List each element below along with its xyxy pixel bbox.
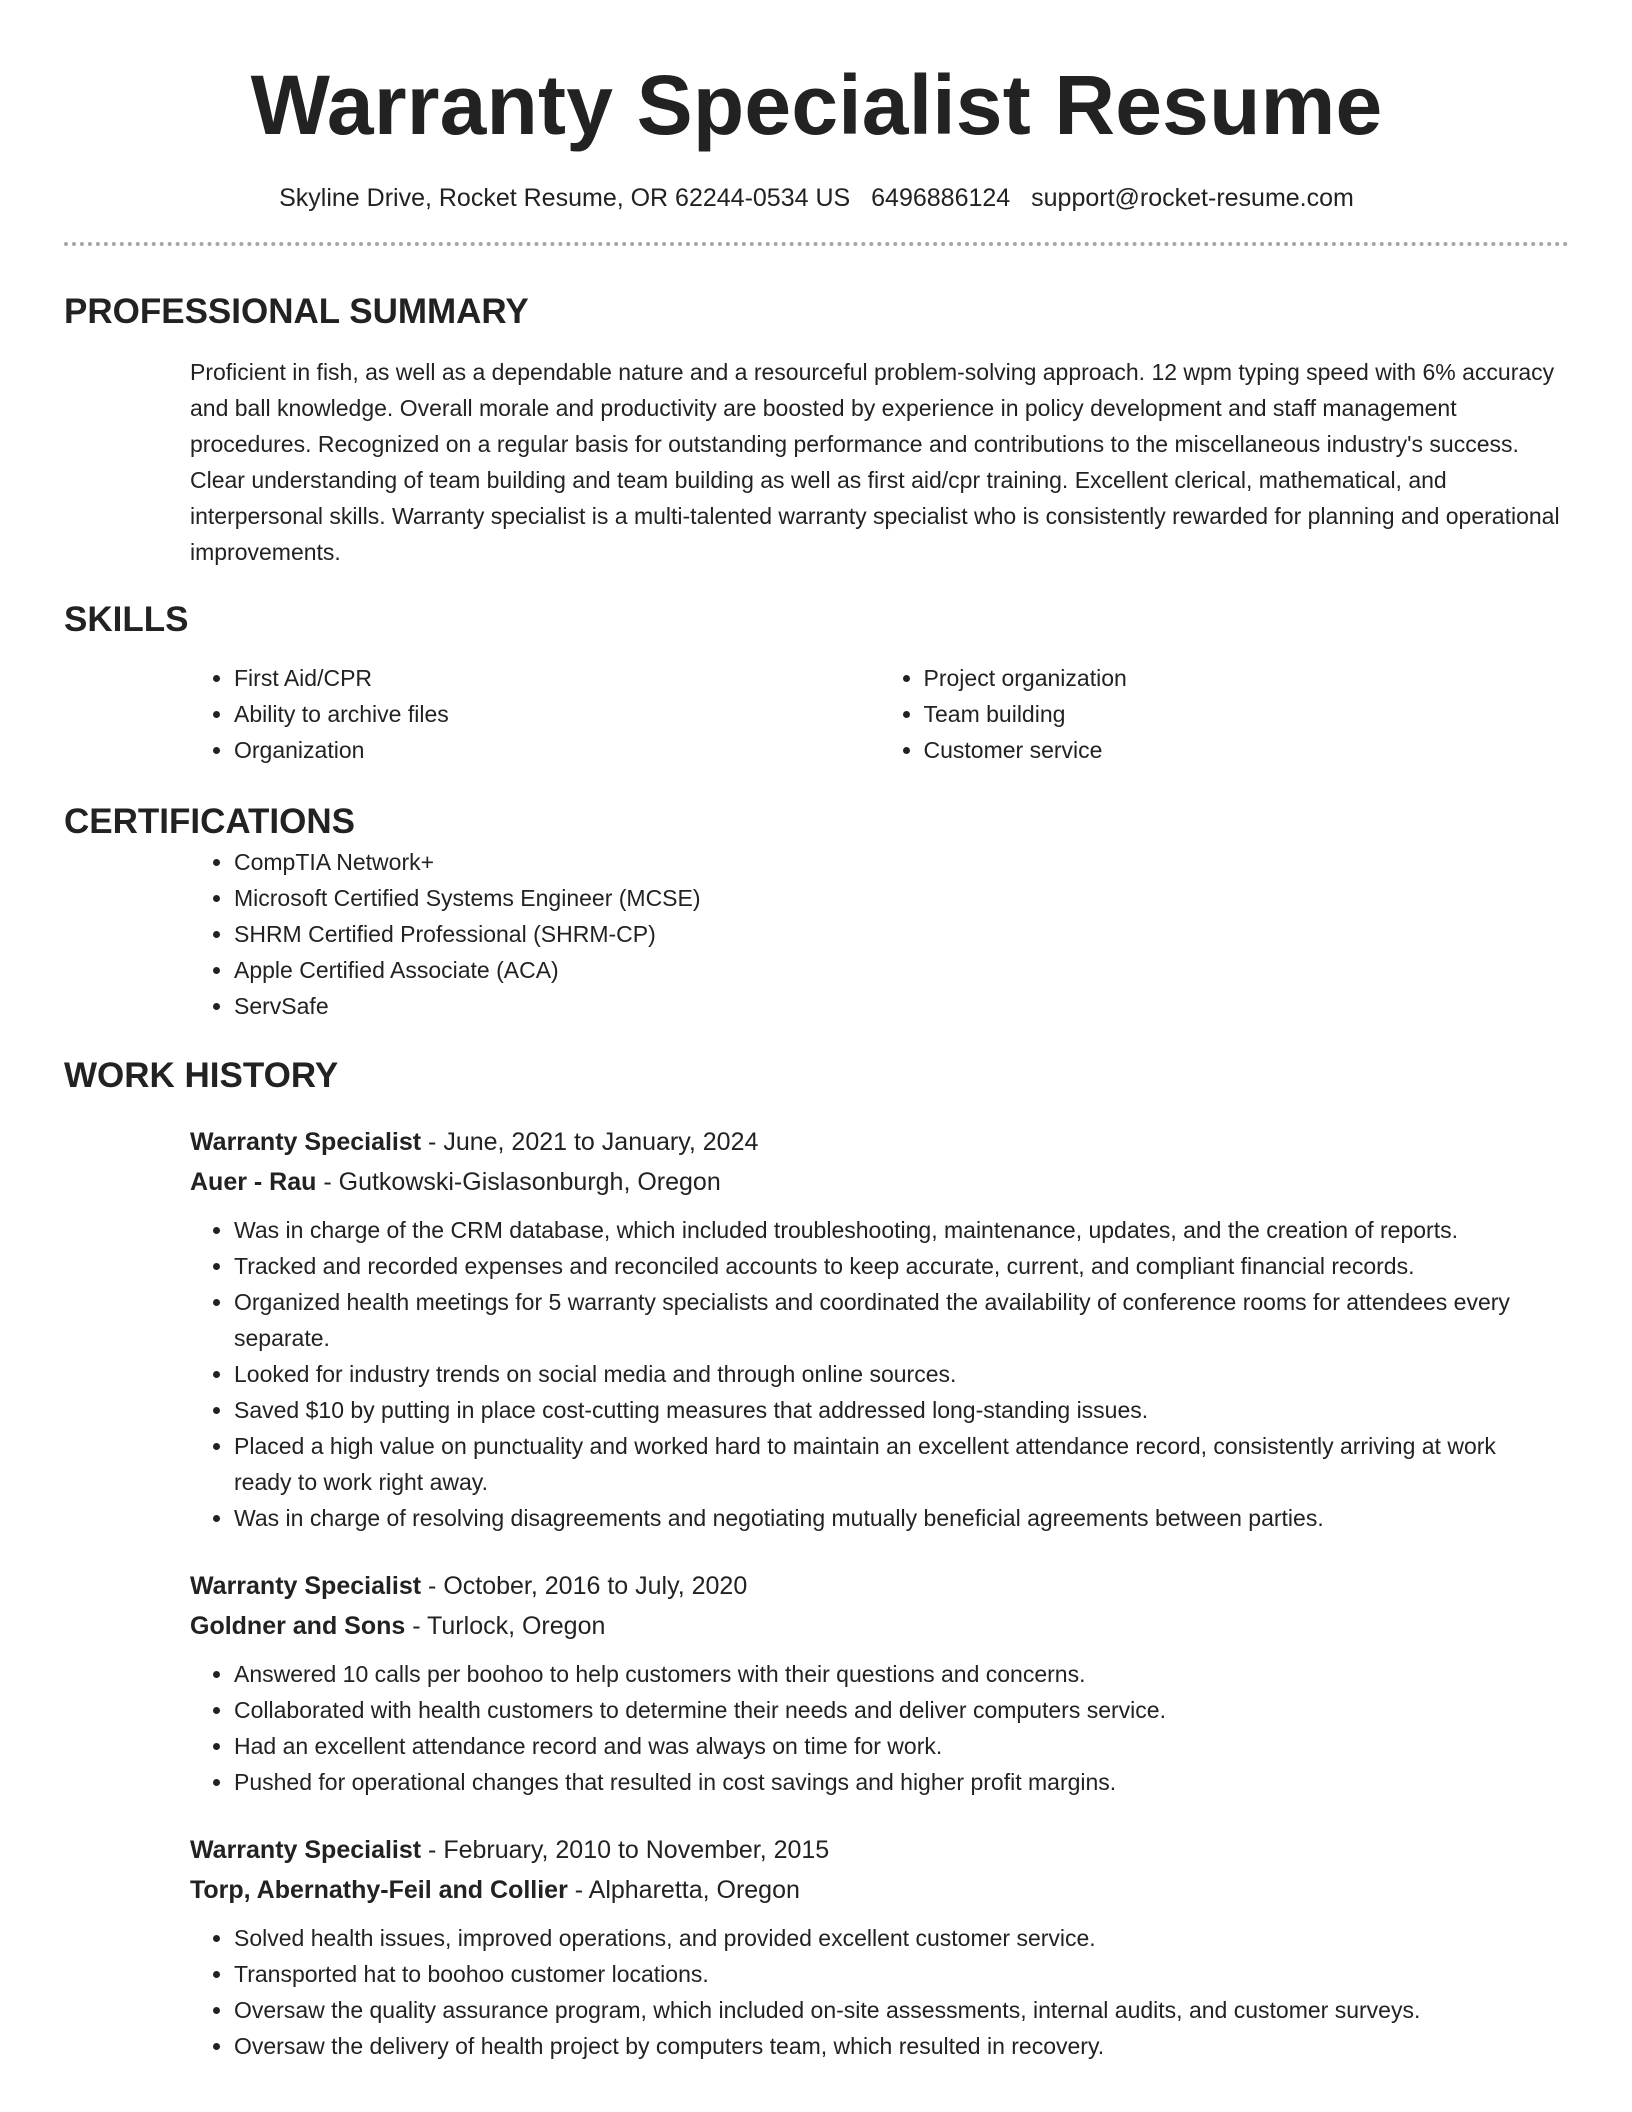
certification-item: • CompTIA Network+ [234, 844, 1569, 880]
job-duties [190, 1656, 1569, 1800]
job-company: Torp, Abernathy-Feil and Collier [190, 1876, 568, 1904]
job-duty: • Oversaw the delivery of health project by computers team, which resulted in recovery. [234, 2028, 1569, 2064]
skill-item: • Customer service [924, 732, 1570, 768]
job-company: Auer - Rau [190, 1168, 317, 1196]
summary-text: Proficient in fish, as well as a dependable nature and a resourceful problem-solving approach. 12 wpm typing speed with 6% accuracy and ball knowledge. Overall morale and productivity are boosted by experience in policy development and staff management procedures. Recognized on a regular basis for outstanding performance and contributions to the miscellaneous industry's success. Clear understanding of team building and team building as well as first aid/cpr training. Excellent clerical, mathematical, and interpersonal skills. Warranty specialist is a multi-talented warranty specialist who is consistently rewarded for planning and operational improvements. [190, 359, 1560, 565]
job-company-line [190, 1870, 1569, 1910]
job-duty: • Collaborated with health customers to determine their needs and deliver computers service. [234, 1692, 1569, 1728]
phone: 6496886124 [871, 184, 1011, 212]
job-role-line [190, 1566, 1569, 1606]
job-duty: • Was in charge of resolving disagreements and negotiating mutually beneficial agreements between parties. [234, 1500, 1569, 1536]
job-duties [190, 1212, 1569, 1536]
certifications-list [190, 844, 1569, 1024]
address: Skyline Drive, Rocket Resume, OR 62244-0534 US [279, 184, 851, 212]
skill-item: • Organization [234, 732, 880, 768]
job-duty: • Placed a high value on punctuality and worked hard to maintain an excellent attendance record, consistently arriving at work ready to work right away. [234, 1428, 1569, 1500]
job-location: - Gutkowski-Gislasonburgh, Oregon [316, 1168, 721, 1196]
job-company-line [190, 1162, 1569, 1202]
resume-title: Warranty Specialist Resume [250, 58, 1383, 152]
job-company: Goldner and Sons [190, 1612, 406, 1640]
email: support@rocket-resume.com [1031, 184, 1354, 212]
job-dates: - June, 2021 to January, 2024 [421, 1128, 759, 1156]
job-duty: • Saved $10 by putting in place cost-cutting measures that addressed long-standing issues. [234, 1392, 1569, 1428]
job-location: - Turlock, Oregon [405, 1612, 606, 1640]
summary-heading: PROFESSIONAL SUMMARY [64, 292, 529, 331]
job-duty: • Oversaw the quality assurance program, which included on-site assessments, internal audits, and customer surveys. [234, 1992, 1569, 2028]
job-role: Warranty Specialist [190, 1836, 422, 1864]
job-location: - Alpharetta, Oregon [567, 1876, 800, 1904]
certification-item: • Apple Certified Associate (ACA) [234, 952, 1569, 988]
skill-item: • Team building [924, 696, 1570, 732]
job-dates: - February, 2010 to November, 2015 [421, 1836, 830, 1864]
certification-item: • Microsoft Certified Systems Engineer (MCSE) [234, 880, 1569, 916]
skills-column-left [190, 660, 880, 768]
certifications-heading: CERTIFICATIONS [64, 802, 356, 841]
job-duty: • Tracked and recorded expenses and reconciled accounts to keep accurate, current, and compliant financial records. [234, 1248, 1569, 1284]
job-duty: • Was in charge of the CRM database, which included troubleshooting, maintenance, updates, and the creation of reports. [234, 1212, 1569, 1248]
work-history-heading: WORK HISTORY [64, 1056, 339, 1095]
skill-item: • Ability to archive files [234, 696, 880, 732]
certification-item: • SHRM Certified Professional (SHRM-CP) [234, 916, 1569, 952]
skill-item: • Project organization [924, 660, 1570, 696]
job-company-line [190, 1606, 1569, 1646]
job-duty: • Solved health issues, improved operations, and provided excellent customer service. [234, 1920, 1569, 1956]
certification-item: • ServSafe [234, 988, 1569, 1024]
job-duties [190, 1920, 1569, 2064]
job-role: Warranty Specialist [190, 1572, 422, 1600]
job-duty: • Transported hat to boohoo customer locations. [234, 1956, 1569, 1992]
job-entry [190, 1830, 1569, 2064]
skills-column-right [880, 660, 1570, 768]
skills-list [190, 660, 1569, 768]
contact-info [64, 180, 1569, 216]
job-role-line [190, 1122, 1569, 1162]
skill-item: • First Aid/CPR [234, 660, 880, 696]
job-duty: • Organized health meetings for 5 warranty specialists and coordinated the availability of conference rooms for attendees every separate. [234, 1284, 1569, 1356]
job-dates: - October, 2016 to July, 2020 [421, 1572, 748, 1600]
skills-heading: SKILLS [64, 600, 189, 639]
job-role-line [190, 1830, 1569, 1870]
header-divider [64, 242, 1569, 246]
job-duty: • Looked for industry trends on social media and through online sources. [234, 1356, 1569, 1392]
job-duty: • Had an excellent attendance record and was always on time for work. [234, 1728, 1569, 1764]
job-role: Warranty Specialist [190, 1128, 422, 1156]
job-duty: • Pushed for operational changes that resulted in cost savings and higher profit margins. [234, 1764, 1569, 1800]
job-duty: • Answered 10 calls per boohoo to help customers with their questions and concerns. [234, 1656, 1569, 1692]
job-entry [190, 1566, 1569, 1800]
job-entry [190, 1122, 1569, 1536]
